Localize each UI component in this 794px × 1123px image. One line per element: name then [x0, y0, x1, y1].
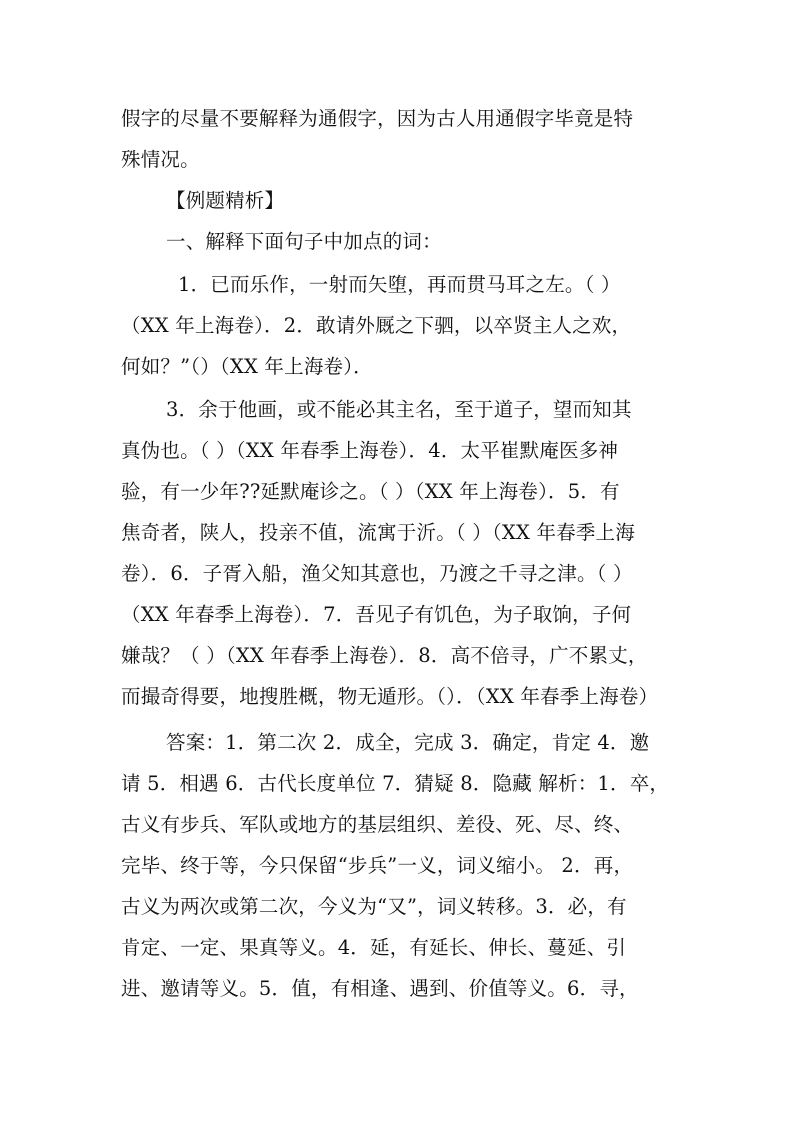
text-line: （XX 年春季上海卷）．7．吾见子有饥色，为子取饷，子何 — [121, 603, 632, 626]
text-line: 验，有一少年??延默庵诊之。（ ）（XX 年上海卷）．5．有 — [121, 480, 620, 503]
text-line: 何如？”（）（XX 年上海卷）． — [121, 355, 373, 378]
text-line: 1．已而乐作，一射而矢堕，再而贯马耳之左。（ ） — [178, 273, 621, 296]
text-line: 假字的尽量不要解释为通假字，因为古人用通假字毕竟是特 — [121, 107, 634, 130]
text-line: 古义为两次或第二次，今义为“又”，词义转移。3．必，有 — [121, 895, 627, 918]
text-line: 古义有步兵、军队或地方的基层组织、差役、死、尽、终、 — [121, 813, 634, 836]
text-line: 卷）．6．子胥入船，渔父知其意也，乃渡之千寻之津。（ ） — [121, 562, 633, 585]
text-line: 完毕、终于等，今只保留“步兵”一义，词义缩小。 2．再， — [121, 854, 634, 877]
section-heading: 【例题精析】 — [166, 189, 285, 212]
answer-line: 答案：1．第二次 2．成全，完成 3．确定，肯定 4．邀 — [166, 731, 650, 754]
text-line: 真伪也。（ ）（XX 年春季上海卷）．4．太平崔默庵医多神 — [121, 439, 619, 462]
text-line: （XX 年上海卷）．2．敢请外厩之下驷，以卒贤主人之欢， — [121, 314, 632, 337]
text-line: 3．余于他画，或不能必其主名，至于道子，望而知其 — [166, 398, 632, 421]
text-line: 请 5．相遇 6．古代长度单位 7．猜疑 8．隐藏 解析：1．卒， — [121, 772, 670, 795]
question-heading: 一、解释下面句子中加点的词： — [166, 230, 442, 253]
text-line: 进、邀请等义。5．值，有相逢、遇到、价值等义。6．寻， — [121, 977, 639, 1000]
text-line: 焦奇者，陕人，投亲不值，流寓于沂。（ ）（XX 年春季上海 — [121, 521, 635, 544]
text-line: 肯定、一定、果真等义。4．延，有延长、伸长、蔓延、引 — [121, 936, 627, 959]
text-line: 嫌哉？（ ）（XX 年春季上海卷）．8．高不倍寻，广不累丈， — [121, 644, 648, 667]
text-line: 而撮奇得要，地搜胜概，物无遁形。（）．（XX 年春季上海卷） — [121, 685, 659, 708]
text-line: 殊情况。 — [121, 148, 200, 171]
